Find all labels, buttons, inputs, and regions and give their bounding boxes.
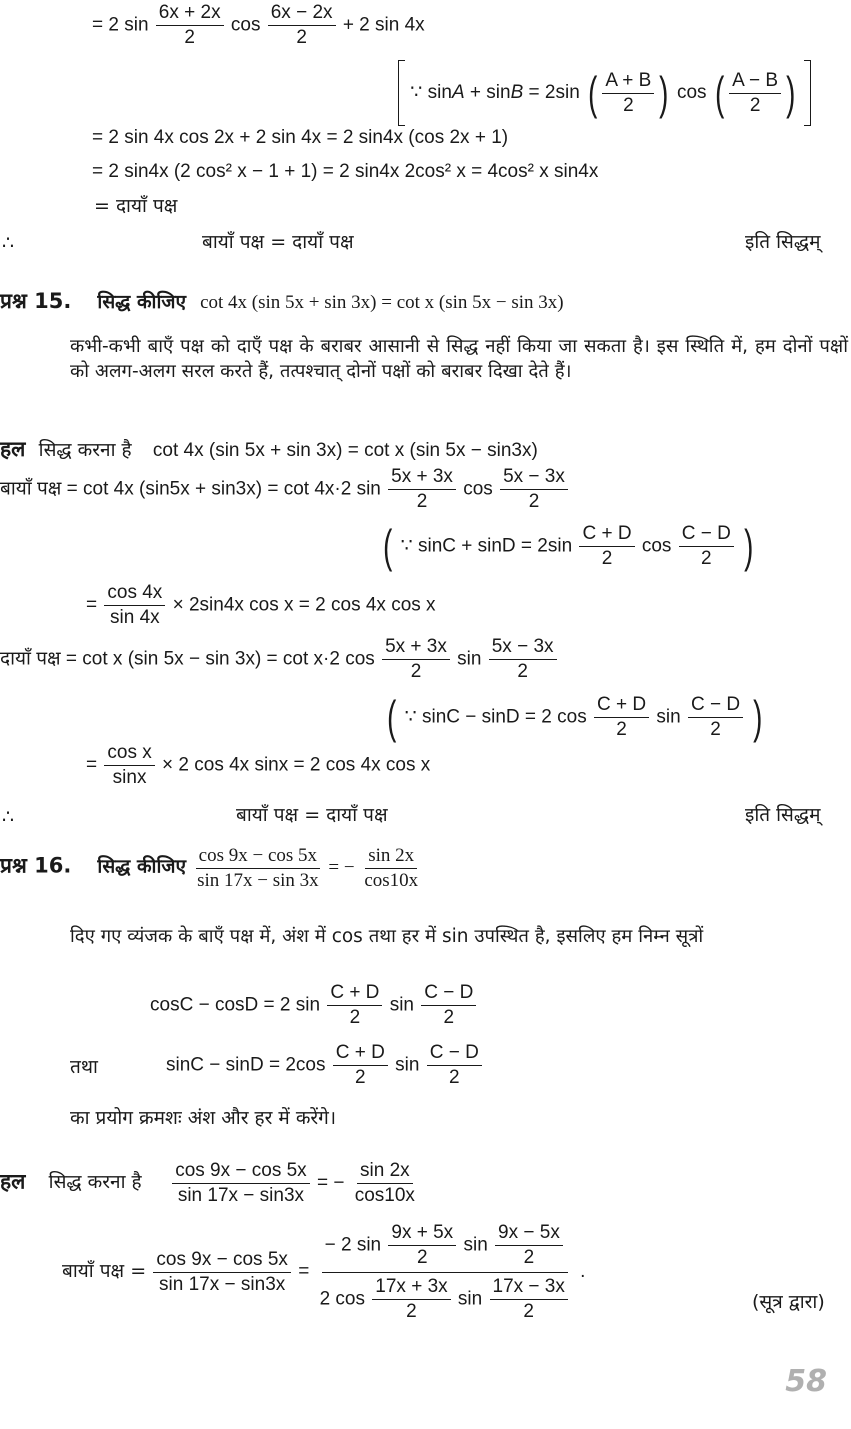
q15-paragraph: कभी-कभी बाएँ पक्ष को दाएँ पक्ष के बराबर आसानी से सिद्ध नहीं किया जा सकता है। इस स्थिति में, हम दोनों पक्षों को अलग-अलग सरल करते हैं, तत्पश्चात् दोनों पक्षों को बराबर दिखा देते हैं। [70, 336, 848, 382]
fraction: $\frac{17x - 3x}{2}$ [490, 1276, 568, 1323]
fraction: $\frac{C + D}{2}$ [579, 523, 634, 570]
page-number: 58 [785, 1364, 827, 1399]
fraction: $\frac{5x - 3x}{2}$ [500, 466, 568, 513]
q15-rhs-line: दायाँ पक्ष = cot x (sin 5x − sin 3x) = cot x·2 cos $\frac{5x + 3x}{2}$ sin $\frac{5x - 3x}{2}$ [0, 636, 559, 683]
fraction: $\frac{A - B}{2}$ [729, 70, 781, 117]
q15-identity-2: ( ∵ sinC − sinD = 2 cos $\frac{C + D}{2}$ sin $\frac{C - D}{2}$ ) [387, 691, 763, 744]
q15-lhs-line: बायाँ पक्ष = cot 4x (sin5x + sin3x) = cot 4x·2 sin $\frac{5x + 3x}{2}$ cos $\frac{5x - 3x}{2}$ [0, 466, 570, 513]
hal-label: हल [0, 1169, 26, 1194]
q15-step-1: = $\frac{\cos 4x}{\sin 4x}$ × 2sin4x cos x = 2 cos 4x cos x [86, 582, 436, 628]
fraction: $\frac{5x + 3x}{2}$ [388, 466, 456, 513]
conclusion-text: बायाँ पक्ष = दायाँ पक्ष [202, 231, 354, 253]
fraction: $\frac{\text{cos x}}{\sin x}$ [104, 742, 154, 789]
q16-formula-2: sinC − sinD = 2cos $\frac{C + D}{2}$ sin $\frac{C - D}{2}$ [166, 1042, 484, 1089]
fraction: $\frac{A + B}{2}$ [602, 70, 654, 117]
fraction: $\frac{\cos 4x}{\sin 4x}$ [104, 582, 165, 629]
eq-text: = 2 sin [92, 14, 149, 36]
identity-line-1: ∵ sinA + sinB = 2sin ( $\frac{A + B}{2}$ ) cos ( $\frac{A - B}{2}$ ) [398, 60, 811, 126]
fraction: $\frac{9x + 5x}{2}$ [388, 1222, 456, 1269]
fraction: $\frac{C - D}{2}$ [427, 1042, 482, 1089]
iti-siddham: इति सिद्धम् [745, 231, 821, 253]
q16-hal-line: हल सिद्ध करना है $\frac{\cos 9x - \cos 5x}{\sin 17x - \sin 3x}$ = − $\frac{\sin 2x}{\cos 10x}$ [0, 1160, 420, 1207]
source-note: (सूत्र द्वारा) [752, 1291, 825, 1313]
eq-line-5: = दायाँ पक्ष [94, 195, 178, 217]
fraction: $\frac{9x - 5x}{2}$ [495, 1222, 563, 1269]
tatha-label: तथा [70, 1056, 98, 1078]
therefore-symbol: ∴ [2, 807, 15, 828]
hal-label: हल [0, 437, 26, 461]
q16-usage: का प्रयोग क्रमशः अंश और हर में करेंगे। [70, 1107, 337, 1129]
question-expression: $\frac{\cos 9x - \cos 5x}{\sin 17x - \sin 3x}$ = − $\frac{\sin 2x}{\cos 10x}$ [192, 857, 423, 878]
fraction: $\frac{\sin 2x}{\cos 10x}$ [354, 1160, 415, 1206]
fraction: $\frac{\cos 9x - \cos 5x}{\sin 17x - \sin 3x}$ [153, 1249, 290, 1296]
fraction: $\frac{C + D}{2}$ [327, 982, 382, 1029]
therefore-symbol: ∴ [2, 233, 15, 254]
fraction: $\frac{C - D}{2}$ [421, 982, 476, 1029]
compound-fraction: − 2 sin $\frac{9x + 5x}{2}$ sin $\frac{9x - 5x}{2}$ 2 cos $\frac{17x + 3x}{2}$ sin $\frac{17x - 3x}{2}$ [317, 1222, 573, 1322]
eq-line-1: = 2 sin $\frac{6x + 2x}{2}$ cos $\frac{6x - 2x}{2}$ + 2 sin 4x [92, 2, 425, 48]
fraction: $\frac{C - D}{2}$ [679, 523, 734, 570]
q16-paragraph: दिए गए व्यंजक के बाएँ पक्ष में, अंश में cos तथा हर में sin उपस्थित है, इसलिए हम निम्न सूत्रों [70, 926, 704, 947]
eq-line-4: = 2 sin4x (2 cos² x − 1 + 1) = 2 sin4x 2cos² x = 4cos² x sin4x [92, 161, 599, 182]
fraction: $\frac{6x + 2x}{2}$ [156, 2, 224, 49]
question-15-heading: प्रश्न 15. सिद्ध कीजिए cot 4x (sin 5x + sin 3x) = cot x (sin 5x − sin 3x) [0, 289, 564, 313]
left-bracket [398, 60, 405, 126]
fraction: $\frac{6x - 2x}{2}$ [268, 2, 336, 49]
fraction: $\frac{C + D}{2}$ [594, 694, 649, 741]
q15-hal-line: हल सिद्ध करना है cot 4x (sin 5x + sin 3x) = cot x (sin 5x − sin3x) [0, 437, 538, 461]
right-bracket [804, 60, 811, 126]
q15-identity-1: ( ∵ sinC + sinD = 2sin $\frac{C + D}{2}$ cos $\frac{C - D}{2}$ ) [383, 520, 754, 573]
question-16-heading: प्रश्न 16. सिद्ध कीजिए $\frac{\cos 9x - \cos 5x}{\sin 17x - \sin 3x}$ = − $\frac{\sin 2x}{\cos 10x}$ [0, 845, 423, 892]
question-label: प्रश्न 15. [0, 289, 72, 313]
fraction: $\frac{\cos 9x - \cos 5x}{\sin 17x - \sin 3x}$ [172, 1160, 309, 1207]
iti-siddham: इति सिद्धम् [745, 804, 821, 826]
question-label: प्रश्न 16. [0, 853, 72, 878]
fraction: $\frac{C + D}{2}$ [333, 1042, 388, 1089]
question-expression: cot 4x (sin 5x + sin 3x) = cot x (sin 5x − sin 3x) [200, 292, 564, 313]
conclusion-text: बायाँ पक्ष = दायाँ पक्ष [236, 804, 388, 826]
fraction: $\frac{17x + 3x}{2}$ [372, 1276, 450, 1323]
fraction: $\frac{\cos 9x - \cos 5x}{\sin 17x - \sin 3x}$ [197, 845, 319, 891]
fraction: $\frac{C - D}{2}$ [688, 694, 743, 741]
q16-formula-1: cosC − cosD = 2 sin $\frac{C + D}{2}$ sin $\frac{C - D}{2}$ [150, 982, 478, 1029]
fraction: $\frac{5x + 3x}{2}$ [382, 636, 450, 683]
fraction: $\frac{5x - 3x}{2}$ [489, 636, 557, 683]
fraction: $\frac{\sin 2x}{\cos 10x}$ [364, 845, 419, 891]
q16-lhs-line: बायाँ पक्ष = $\frac{\cos 9x - \cos 5x}{\sin 17x - \sin 3x}$ = − 2 sin $\frac{9x + 5x}{2}$ sin $\frac{9x - 5x}{2}$ 2 cos $\frac{17x + 3x}{2}$ sin $\frac{17x - 3x}{2}$ . [62, 1222, 586, 1322]
q15-step-2: = $\frac{\text{cos x}}{\sin x}$ × 2 cos 4x sinx = 2 cos 4x cos x [86, 742, 431, 788]
eq-line-3: = 2 sin 4x cos 2x + 2 sin 4x = 2 sin4x (cos 2x + 1) [92, 127, 509, 148]
